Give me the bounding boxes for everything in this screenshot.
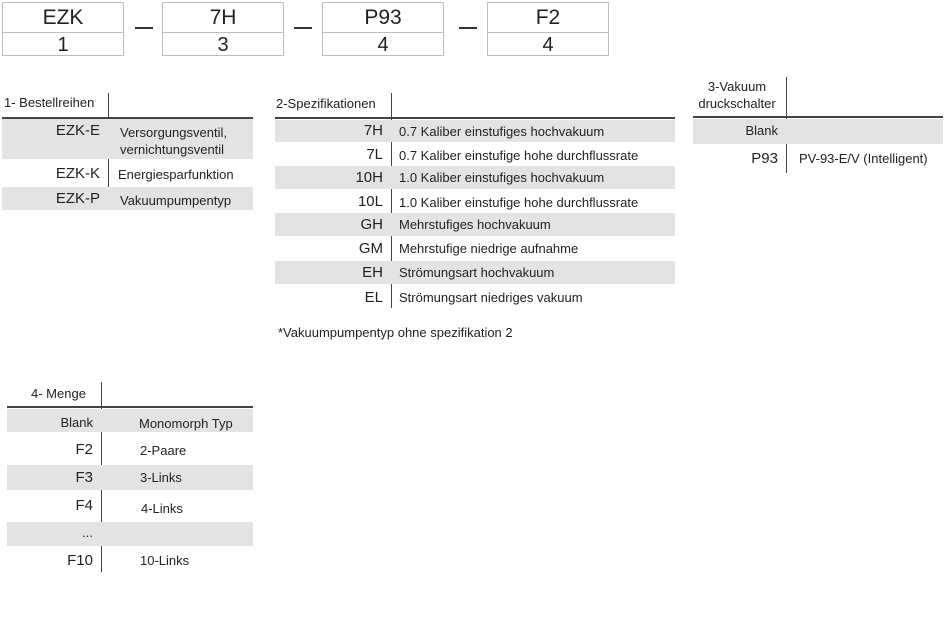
row-code: EZK-K (55, 165, 100, 182)
row-code: F3 (75, 469, 93, 486)
order-code-box-switch (322, 2, 444, 56)
row-code: F4 (75, 497, 93, 514)
table-title: 2-Spezifikationen (276, 96, 376, 111)
row-desc: 2-Paare (140, 443, 187, 458)
separator-dash (294, 27, 312, 29)
order-code-box-quantity (487, 2, 609, 56)
row-code: 7L (366, 146, 383, 163)
row-code: Blank (745, 123, 778, 138)
table-header-rule (693, 116, 943, 118)
row-desc: PV-93-E/V (Intelligent) (799, 151, 928, 166)
row-code: EZK-P (55, 190, 100, 207)
row-desc: 3-Links (140, 470, 182, 485)
row-desc: Strömungsart niedriges vakuum (399, 290, 583, 305)
table-title-line: 3-Vakuum (707, 79, 767, 94)
row-desc: Versorgungsventil, vernichtungsventil (120, 125, 227, 157)
row-code: Blank (60, 415, 93, 430)
row-desc: 0.7 Kaliber einstufiges hochvakuum (399, 124, 605, 139)
table-header-rule (7, 406, 253, 408)
row-desc: Monomorph Typ (139, 416, 233, 431)
row-code: 10L (357, 193, 383, 210)
order-code-value: 7H (163, 3, 283, 33)
row-code: ... (82, 525, 93, 540)
row-desc: 0.7 Kaliber einstufige hohe durchflussrate (399, 148, 639, 163)
table-header-rule (275, 117, 675, 119)
order-code-index: 4 (542, 34, 554, 56)
row-desc: 4-Links (141, 501, 183, 516)
row-desc: Energiesparfunktion (118, 167, 234, 182)
table-title (694, 78, 780, 112)
row-desc: Strömungsart hochvakuum (399, 265, 555, 280)
order-code-box-series (2, 2, 124, 56)
row-code: GH (360, 216, 383, 233)
row-code: EZK-E (55, 122, 100, 139)
row-code: 7H (363, 122, 383, 139)
order-code-value: F2 (488, 3, 608, 33)
row-code: GM (358, 240, 383, 257)
row-desc: 1.0 Kaliber einstufige hohe durchflussrate (399, 195, 639, 210)
row-desc: Mehrstufiges hochvakuum (399, 217, 551, 232)
order-code-value: P93 (323, 3, 443, 33)
order-code-value: EZK (3, 3, 123, 33)
footnote: *Vakuumpumpentyp ohne spezifikation 2 (278, 325, 513, 340)
table-title: 1- Bestellreihen (4, 95, 95, 110)
row-code: F10 (67, 552, 93, 569)
row-desc: Vakuumpumpentyp (120, 193, 232, 208)
order-code-index: 3 (217, 34, 229, 56)
row-desc: Mehrstufige niedrige aufnahme (399, 241, 579, 256)
row-code: EL (364, 289, 383, 306)
row-code: F2 (75, 441, 93, 458)
order-code-index: 4 (377, 34, 389, 56)
order-code-box-spec (162, 2, 284, 56)
table-title: 4- Menge (31, 386, 86, 401)
row-code: P93 (751, 150, 778, 167)
row-code: 10H (355, 169, 383, 186)
row-desc: 1.0 Kaliber einstufiges hochvakuum (399, 170, 605, 185)
separator-dash (459, 27, 477, 29)
order-code-index: 1 (57, 34, 69, 56)
table-title-line: druckschalter (698, 96, 776, 111)
separator-dash (135, 27, 153, 29)
row-code: EH (362, 264, 383, 281)
row-desc: 10-Links (140, 553, 190, 568)
